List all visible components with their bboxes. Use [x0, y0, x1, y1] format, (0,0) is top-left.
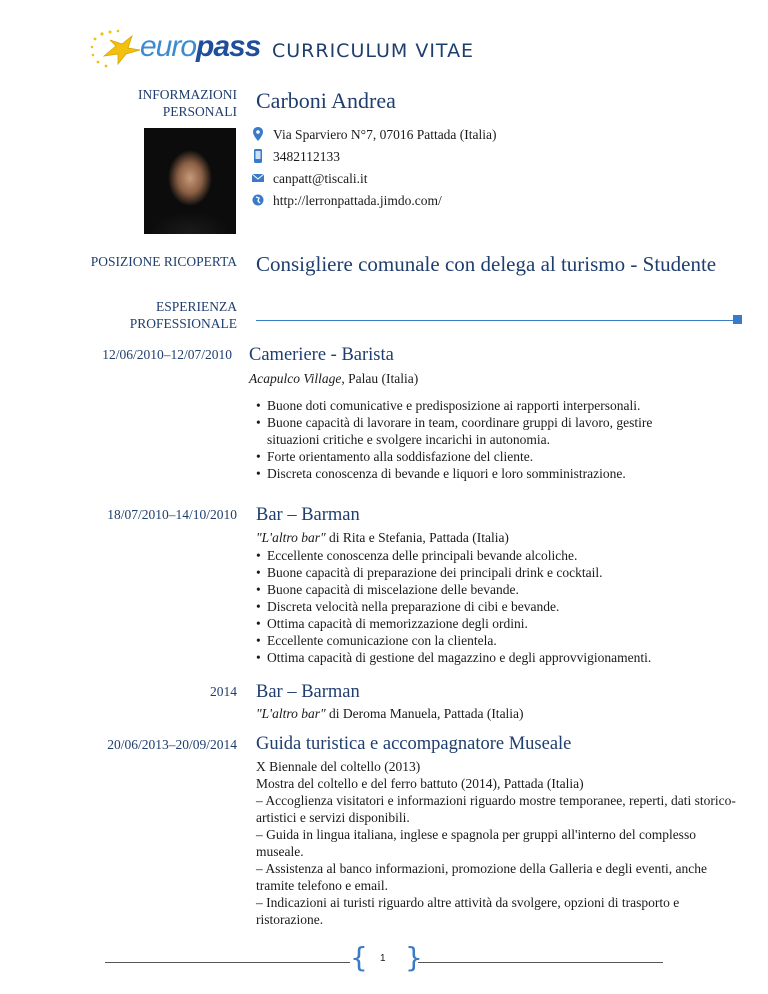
- website-link[interactable]: http://lerronpattada.jimdo.com/: [273, 193, 442, 208]
- job-date: 2014: [210, 684, 237, 699]
- position-value: Consigliere comunale con delega al turismo - Studente: [256, 252, 717, 276]
- job-description: [256, 758, 741, 928]
- label-line: PERSONALI: [162, 104, 237, 119]
- employer-location: , Palau (Italia): [341, 371, 419, 386]
- job-title: Bar – Barman: [256, 505, 360, 525]
- europass-logo-icon: [88, 28, 146, 70]
- section-label-personal: [90, 86, 237, 120]
- description-line: – Assistenza al banco informazioni, promozione della Galleria e degli eventi, anche tramite telefono e email.: [256, 861, 707, 893]
- list-item: • Buone doti comunicative e predisposizione ai rapporti interpersonali.: [256, 397, 696, 414]
- job-date: 12/06/2010–12/07/2010: [102, 347, 232, 362]
- list-item: • Ottima capacità di memorizzazione degli ordini.: [256, 615, 726, 632]
- list-item: • Forte orientamento alla soddisfazione del cliente.: [256, 448, 696, 465]
- employer-name: Acapulco Village: [249, 371, 342, 386]
- logo-pass-text: pass: [196, 30, 261, 63]
- footer-rule-left: [105, 962, 350, 963]
- list-item: • Eccellente conoscenza delle principali bevande alcoliche.: [256, 547, 726, 564]
- description-line: Mostra del coltello e del ferro battuto (2014), Pattada (Italia): [256, 776, 584, 791]
- description-line: – Accoglienza visitatori e informazioni riguardo mostre temporanee, reperti, dati storico-artistici e servizi disponibili.: [256, 793, 736, 825]
- job-employer: [256, 530, 509, 546]
- description-line: – Guida in lingua italiana, inglese e spagnola per gruppi all'interno del complesso museale.: [256, 827, 696, 859]
- page-number: 1: [380, 953, 386, 964]
- job-employer: [256, 706, 524, 722]
- list-item: • Ottima capacità di gestione del magazzino e degli approvvigionamenti.: [256, 649, 726, 666]
- job-employer: [249, 371, 418, 387]
- left-brace-icon: {: [350, 941, 368, 974]
- section-label-position: POSIZIONE RICOPERTA: [90, 254, 237, 269]
- list-item: • Eccellente comunicazione con la clientela.: [256, 632, 726, 649]
- label-line: PROFESSIONALE: [129, 316, 237, 331]
- map-pin-icon: [252, 127, 264, 141]
- employer-location: di Rita e Stefania, Pattada (Italia): [325, 530, 509, 545]
- footer-rule-right: [418, 962, 663, 963]
- employer-location: di Deroma Manuela, Pattada (Italia): [325, 706, 524, 721]
- list-item: • Buone capacità di miscelazione delle bevande.: [256, 581, 726, 598]
- section-divider: [256, 320, 734, 321]
- job-title: Guida turistica e accompagnatore Museale: [256, 734, 572, 754]
- logo-euro-text: euro: [140, 30, 197, 63]
- employer-name: "L'altro bar": [256, 530, 326, 545]
- job-bullets: [256, 547, 726, 666]
- job-bullets: [256, 397, 696, 482]
- person-name: Carboni Andrea: [256, 88, 396, 113]
- section-label-experience: [60, 298, 237, 332]
- section-divider-marker: [733, 315, 742, 324]
- address-text: Via Sparviero N°7, 07016 Pattada (Italia): [273, 127, 497, 142]
- job-date: 18/07/2010–14/10/2010: [107, 507, 237, 522]
- job-title: Cameriere - Barista: [249, 345, 394, 365]
- right-brace-icon: }: [405, 941, 423, 974]
- globe-icon: [252, 193, 264, 207]
- label-line: INFORMAZIONI: [138, 87, 237, 102]
- description-line: – Indicazioni ai turisti riguardo altre attività da svolgere, opzioni di trasporto e ristorazione.: [256, 895, 680, 927]
- job-date: 20/06/2013–20/09/2014: [107, 737, 237, 752]
- list-item: • Buone capacità di preparazione dei principali drink e cocktail.: [256, 564, 726, 581]
- employer-name: "L'altro bar": [256, 706, 326, 721]
- mobile-phone-icon: [252, 149, 264, 163]
- profile-photo: [144, 128, 236, 234]
- list-item: • Buone capacità di lavorare in team, coordinare gruppi di lavoro, gestire situazioni critiche e svolgere incarichi in autonomia.: [256, 414, 696, 448]
- envelope-icon: [252, 171, 264, 185]
- job-title: Bar – Barman: [256, 682, 360, 702]
- list-item: • Discreta conoscenza di bevande e liquori e loro somministrazione.: [256, 465, 696, 482]
- email-link[interactable]: canpatt@tiscali.it: [273, 171, 368, 186]
- description-line: X Biennale del coltello (2013): [256, 759, 421, 774]
- list-item: • Discreta velocità nella preparazione di cibi e bevande.: [256, 598, 726, 615]
- europass-wordmark: [140, 30, 260, 64]
- phone-text: 3482112133: [273, 149, 340, 164]
- document-title: CURRICULUM VITAE: [272, 40, 475, 62]
- label-line: ESPERIENZA: [156, 299, 237, 314]
